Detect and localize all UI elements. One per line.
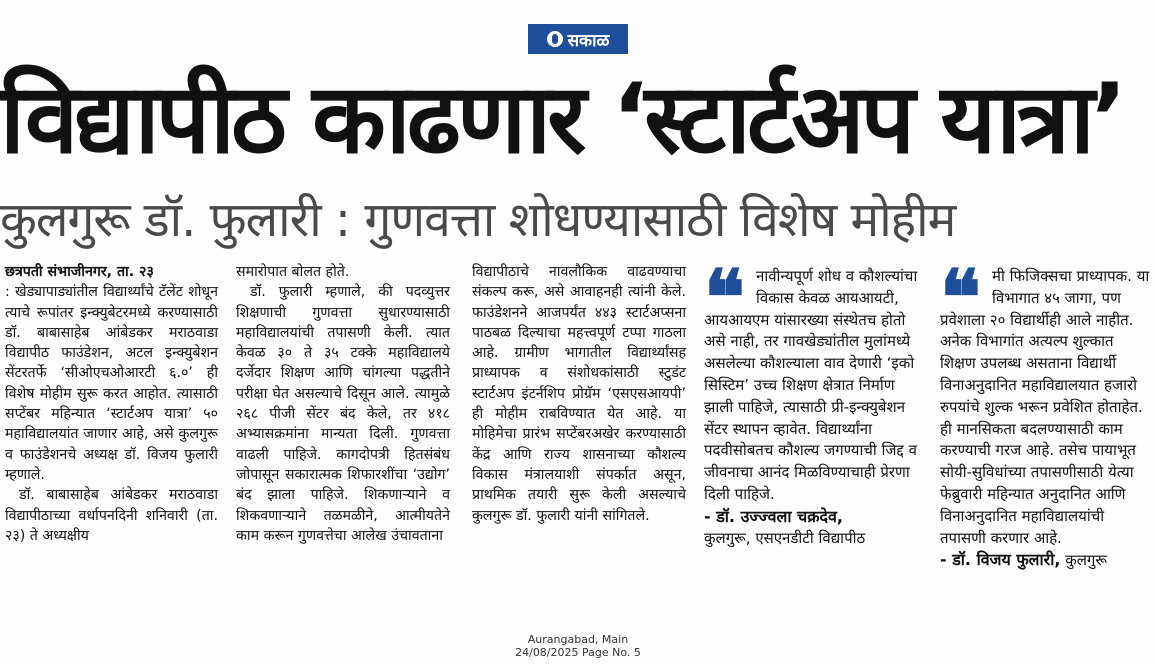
edition-label: Aurangabad, Main	[527, 633, 629, 646]
headline: विद्यापीठ काढणार ‘स्टार्टअप यात्रा’	[0, 63, 1124, 175]
quote-author: - डॉ. उज्ज्वला चक्रदेव,	[704, 506, 844, 526]
article-paragraph: डॉ. फुलारी म्हणाले, की पदव्युत्तर शिक्षणाची गुणवत्ता सुधारण्यासाठी महाविद्यालयांची तपासणी केली. त्यात केवळ ३० ते ३५ टक्के महाविद्यालये दर्जेदार शिक्षण आणि चांगल्या पद्धतीने परीक्षा घेत असल्याचे दिसून आले. त्यामुळे २६८ पीजी सेंटर बंद केले, तर ४१८ अभ्यासक्रमांना मान्यता दिली. गुणवत्ता वाढली पाहिजे. कागदोपत्री हितसंबंध जोपासून सकारात्मक शिफारशींचा ‘उद्योग’ बंद झाला पाहिजे. शिकणाऱ्याने व शिकवणाऱ्याने तळमळीने, आत्मीयतेने काम करून गुणवत्तेचा आलेख उंचावताना	[236, 284, 450, 544]
quote-text: मी फिजिक्सचा प्राध्यापक. या विभागात ४५ जागा, पण प्रवेशाला २० विद्यार्थीही आले नाहीत. अनेक विभागांत अत्यल्प शुल्कात शिक्षण उपलब्ध असताना विद्यार्थी विनाअनुदानित महाविद्यालयात हजारो रुपयांचे शुल्क भरून प्रवेशित होताहेत. ही मानसिकता बदलण्यासाठी काम करण्याची गरज आहे. तसेच पायाभूत सोयी-सुविधांच्या तपासणीसाठी येत्या फेब्रुवारी महिन्यात अनुदानित आणि विनाअनुदानित महाविद्यालयांची तपासणी करणार आहे.	[940, 267, 1150, 547]
article-column-1	[5, 262, 218, 632]
newspaper-logo	[528, 24, 628, 54]
quote-box-1	[704, 253, 922, 632]
quote-icon: ❝	[704, 253, 745, 342]
logo-icon	[547, 31, 563, 47]
article-paragraph: विद्यापीठाचे नावलौकिक वाढवण्याचा संकल्प करू, असे आवाहनही त्यांनी केले. फाउंडेशनने आजपर्यंत ४४३ स्टार्टअप्सना पाठबळ दिल्याचा महत्त्वपूर्ण टप्पा गाठला आहे. ग्रामीण भागातील विद्यार्थ्यांसह प्राध्यापक व संशोधकांसाठी स्टुडंट स्टार्टअप इंटर्नशिप प्रोग्रॅम ‘एसएसआयपी’ ही मोहीम राबविण्यात येत आहे. या मोहिमेचा प्रारंभ सप्टेंबरअखेर करण्यासाठी केंद्र आणि राज्य शासनाच्या कौशल्य विकास मंत्रालयाशी संपर्कात असून, प्राथमिक तयारी सुरू केली असल्याचे कुलगुरू डॉ. फुलारी यांनी सांगितले.	[472, 264, 686, 524]
quote-signature	[940, 549, 1150, 572]
newspaper-name: सकाळ	[567, 30, 610, 51]
quote-text: नावीन्यपूर्ण शोध व कौशल्यांचा विकास केवळ आयआयटी, आयआयएम यांसारख्या संस्थेतच होतो असे नाही, तर गावखेड्यांतील मुलांमध्ये असलेल्या कौशल्याला वाव देणारी ‘इको सिस्टिम’ उच्च शिक्षण क्षेत्रात निर्माण झाली पाहिजे, त्यासाठी प्री-इन्क्युबेशन सेंटर स्थापन व्हावेत. विद्यार्थ्यांना पदवीसोबतच कौशल्य जगण्याची जिद्द व जीवनाचा आनंद मिळविण्याचाही प्रेरणा दिली पाहिजे.	[704, 267, 918, 503]
article-paragraph: समारोपात बोलत होते.	[236, 264, 350, 280]
quote-author-role: कुलगुरू, एसएनडीटी विद्यापीठ	[704, 528, 866, 547]
quote-icon: ❝	[940, 253, 981, 342]
subheadline: कुलगुरू डॉ. फुलारी : गुणवत्ता शोधण्यासाठी विशेष मोहीम	[0, 192, 956, 248]
article-paragraph: छत्रपती संभाजीनगर, ता. २३ : खेड्यापाड्यांतील विद्यार्थ्यांचे टॅलेंट शोधून त्याचे रूपांतर इन्क्युबेटरमध्ये करण्यासाठी डॉ. बाबासाहेब आंबेडकर मराठवाडा विद्यापीठ फाउंडेशन, अटल इन्क्युबेशन सेंटरतर्फे ‘सीओएचओआरटी ६.०’ ही विशेष मोहीम सुरू करत आहोत. त्यासाठी सप्टेंबर महिन्यात ‘स्टार्टअप यात्रा’ ५० महाविद्यालयांत जाणार आहे, असे कुलगुरू व फाउंडेशनचे अध्यक्ष डॉ. विजय फुलारी म्हणाले.	[5, 264, 218, 483]
quote-box-2	[940, 253, 1150, 632]
quote-author: - डॉ. विजय फुलारी,	[940, 550, 1061, 570]
quote-author-role: कुलगुरू	[1065, 551, 1107, 570]
article-column-2	[236, 262, 450, 632]
dateline: छत्रपती संभाजीनगर, ता. २३	[5, 264, 154, 280]
article-column-3	[472, 262, 686, 632]
page-footer	[0, 633, 1156, 659]
article-paragraph: डॉ. बाबासाहेब आंबेडकर मराठवाडा विद्यापीठाच्या वर्धापनदिनी शनिवारी (ता. २३) ते अध्यक्षीय	[5, 487, 218, 544]
date-page-label: 24/08/2025 Page No. 5	[515, 646, 641, 659]
